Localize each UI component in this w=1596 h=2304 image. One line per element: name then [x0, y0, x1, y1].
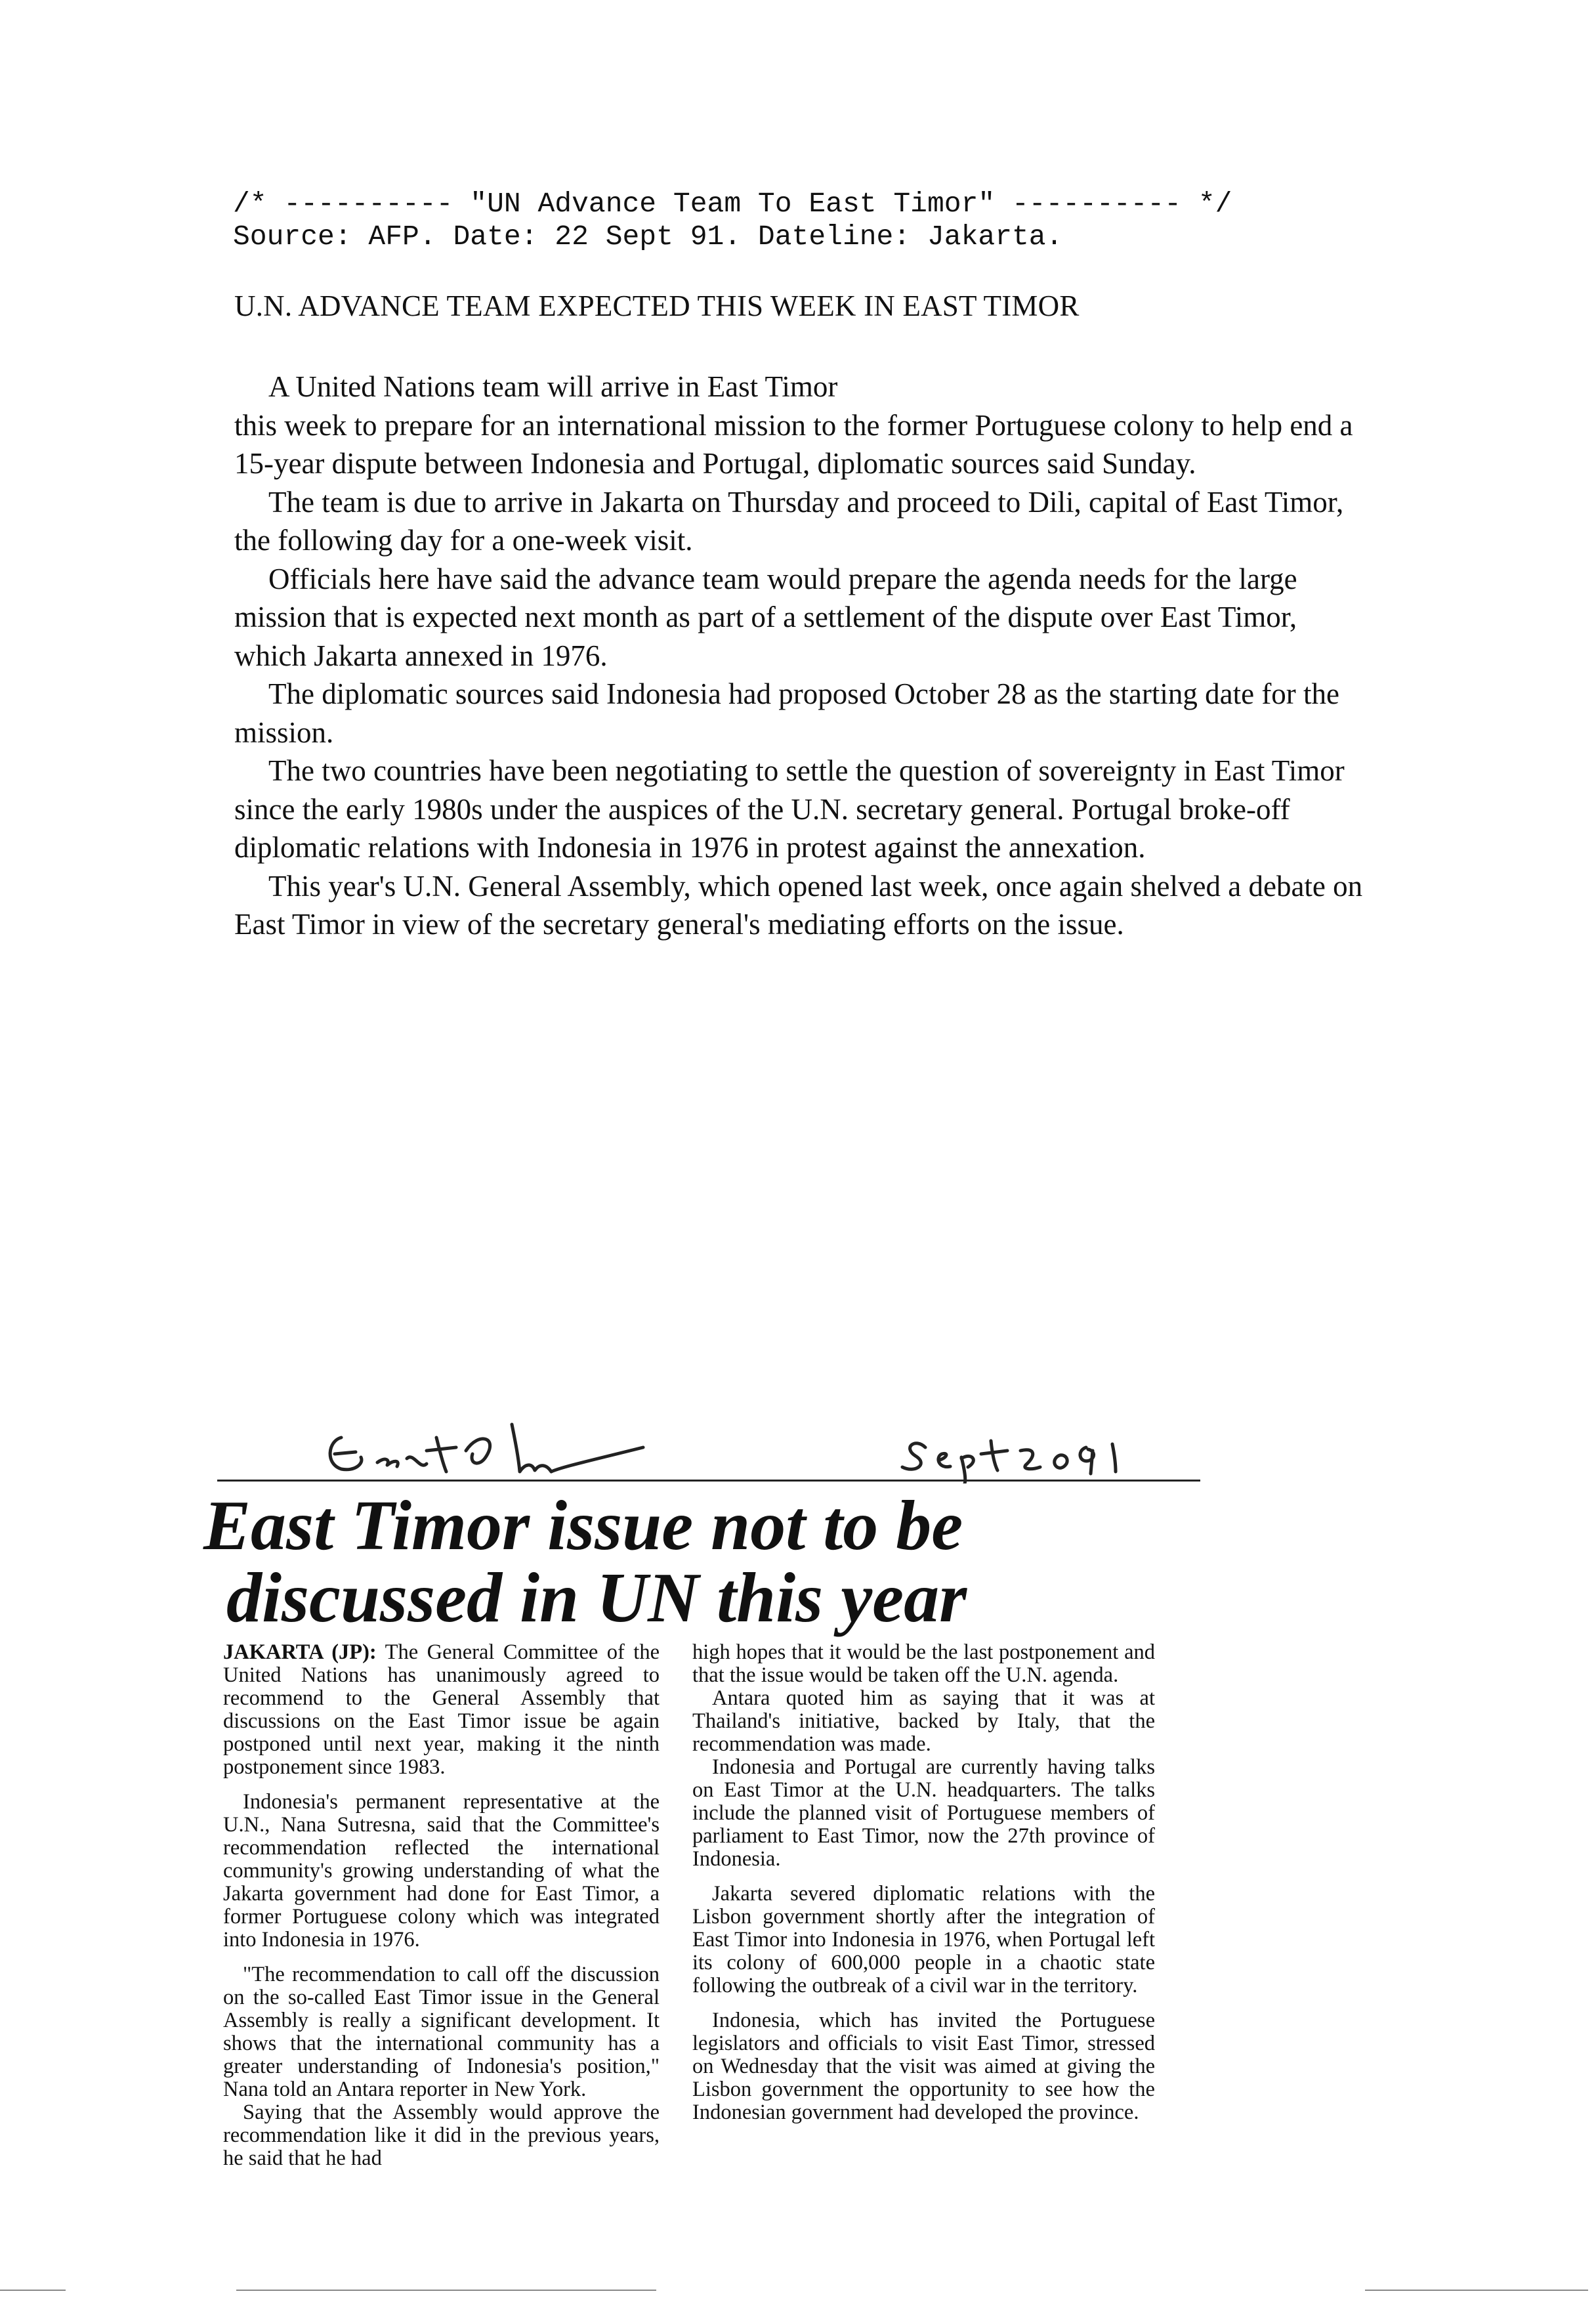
clipping-dateline: JAKARTA (JP): — [223, 1640, 377, 1664]
clipping-paragraph: Antara quoted him as saying that it was at Thailand's initiative, backed by Italy, that the recommendation was made. — [692, 1686, 1155, 1756]
clipping-paragraph: Jakarta severed diplomatic relations with the Lisbon government shortly after the integration of East Timor into Indonesia in 1976, when Portugal left its colony of 600,000 people in a chaotic state following the outbreak of a civil war in the territory. — [692, 1882, 1155, 1997]
scan-edge-mark — [236, 2290, 656, 2291]
upper-article-headline: U.N. ADVANCE TEAM EXPECTED THIS WEEK IN EAST TIMOR — [234, 289, 1080, 322]
upper-paragraph: this week to prepare for an international mission to the former Portuguese colony to help end a 15-year dispute between Indonesia and Portugal, diplomatic sources said Sunday. — [234, 408, 1353, 480]
clipping-paragraph: The General Committee of the United Nations has unanimously agreed to recommend to the General Assembly that discussions on the East Timor issue be again postponed until next year, making it the ninth postponement since 1983. — [223, 1640, 660, 1779]
upper-paragraph: The diplomatic sources said Indonesia had proposed October 28 as the starting date for the mission. — [234, 677, 1340, 749]
clipping-paragraph: "The recommendation to call off the discussion on the so-called East Timor issue in the General Assembly is really a significant development. It shows that the international community has a greater understanding of Indonesia's position," Nana told an Antara reporter in New York. — [223, 1963, 660, 2101]
clipping-paragraph: Indonesia's permanent representative at the U.N., Nana Sutresna, said that the Committee's recommendation reflected the international community's growing understanding of what the Jakarta government had done for East Timor, a former Portuguese colony which was integrated into Indonesia in 1976. — [223, 1790, 660, 1952]
upper-paragraph: The two countries have been negotiating to settle the question of sovereignty in East Timor since the early 1980s under the auspices of the U.N. secretary general. Portugal broke-off diplomatic relations with Indonesia in 1976 in protest against the annexation. — [234, 754, 1345, 864]
clipping-left-column — [223, 1641, 660, 2170]
upper-paragraph: Officials here have said the advance team would prepare the agenda needs for the large mission that is expected next month as part of a settlement of the dispute over East Timor, which Jakarta annexed in 1976. — [234, 562, 1297, 672]
clipping-paragraph: Saying that the Assembly would approve the recommendation like it did in the previous years, he said that he had — [223, 2101, 660, 2170]
handwritten-annotation — [315, 1411, 1221, 1483]
clipping-headline-line-1: East Timor issue not to be — [203, 1487, 963, 1565]
scan-edge-mark — [1365, 2290, 1588, 2291]
clipping-paragraph: Indonesia and Portugal are currently having talks on East Timor at the U.N. headquarters. The talks include the planned visit of Portuguese members of parliament to East Timor, now the 27th province of Indonesia. — [692, 1755, 1155, 1871]
header-source-line: Source: AFP. Date: 22 Sept 91. Dateline: Jakarta. — [233, 221, 1063, 253]
upper-article-body — [234, 368, 1363, 944]
upper-paragraph: This year's U.N. General Assembly, which opened last week, once again shelved a debate on East Timor in view of the secretary general's mediating efforts on the issue. — [234, 869, 1363, 941]
upper-paragraph: The team is due to arrive in Jakarta on Thursday and proceed to Dili, capital of East Timor, the following day for a one-week visit. — [234, 485, 1344, 557]
clipping-headline-line-2: discussed in UN this year — [226, 1559, 967, 1637]
header-title-line: /* ---------- "UN Advance Team To East Timor" ---------- */ — [233, 188, 1232, 220]
clipping-paragraph: high hopes that it would be the last postponement and that the issue would be taken off the U.N. agenda. — [692, 1640, 1155, 1687]
scan-edge-mark — [0, 2290, 66, 2291]
clipping-divider-rule — [217, 1480, 1200, 1482]
clipping-paragraph: Indonesia, which has invited the Portuguese legislators and officials to visit East Timor, stressed on Wednesday that the visit was aimed at giving the Lisbon government the opportunity to see how the Indonesian government had developed the province. — [692, 2009, 1155, 2124]
clipping-right-column — [692, 1641, 1155, 2124]
upper-paragraph: A United Nations team will arrive in East Timor — [268, 370, 838, 403]
